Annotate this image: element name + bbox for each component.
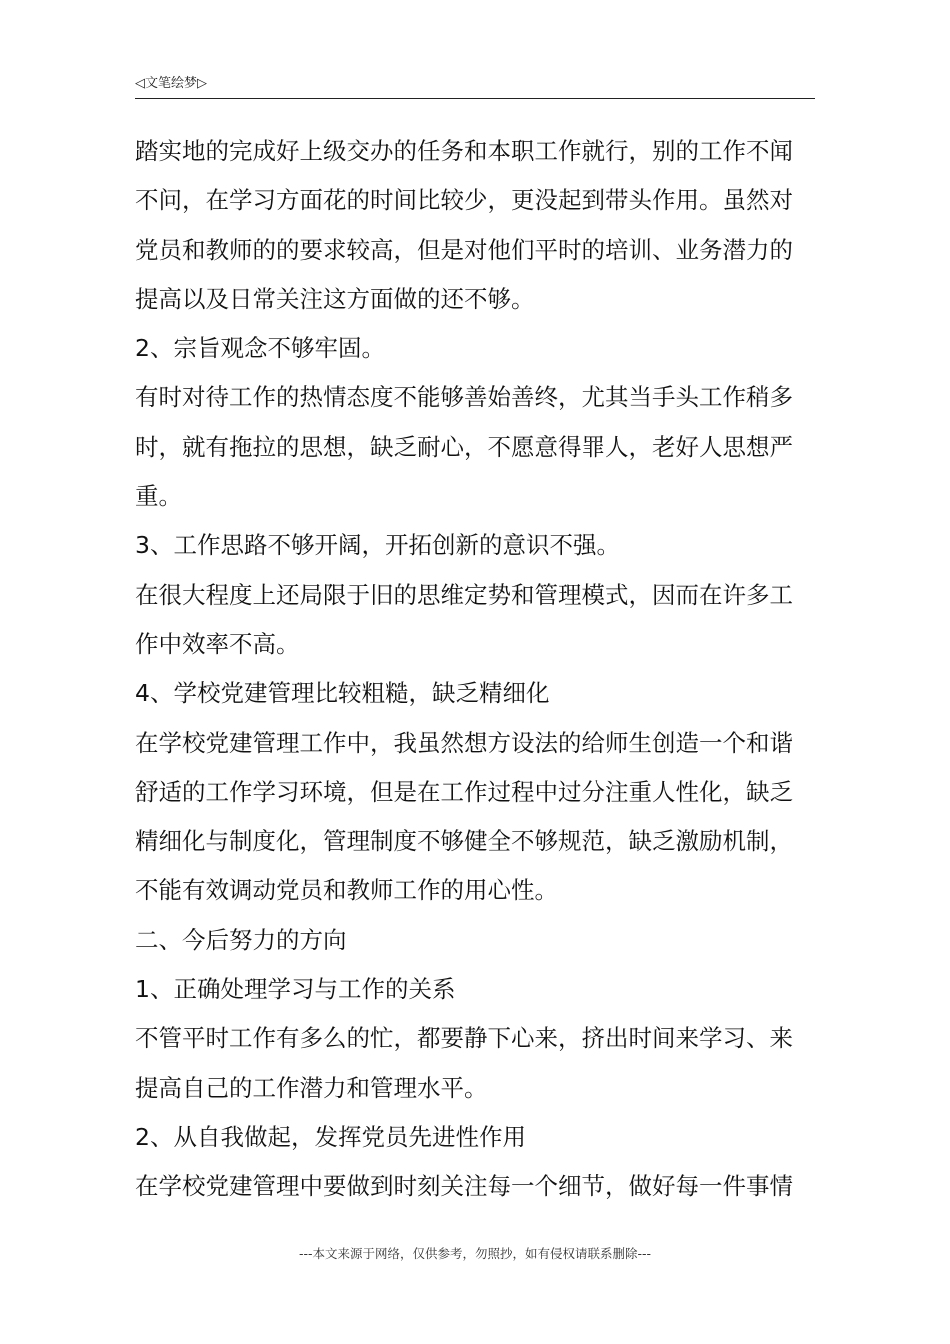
body-line: 重。 (135, 482, 182, 511)
body-line: 不管平时工作有多么的忙，都要静下心来，挤出时间来学习、来 (135, 1024, 793, 1053)
body-line: 不问，在学习方面花的时间比较少，更没起到带头作用。虽然对 (135, 186, 793, 215)
body-line: 踏实地的完成好上级交办的任务和本职工作就行，别的工作不闻 (135, 137, 793, 165)
page-header (135, 74, 815, 99)
body-line: 舒适的工作学习环境，但是在工作过程中过分注重人性化，缺乏 (135, 777, 793, 806)
body-line: 在很大程度上还局限于旧的思维定势和管理模式，因而在许多工 (135, 580, 793, 609)
section-heading: 3、工作思路不够开阔，开拓创新的意识不强。 (135, 531, 620, 560)
body-line: 在学校党建管理中要做到时刻关注每一个细节，做好每一件事情 (135, 1172, 793, 1201)
section-heading: 2、从自我做起，发挥党员先进性作用 (135, 1122, 526, 1151)
body-line: 提高自己的工作潜力和管理水平。 (135, 1073, 488, 1102)
section-heading: 2、宗旨观念不够牢固。 (135, 334, 385, 363)
body-line: 提高以及日常关注这方面做的还不够。 (135, 284, 535, 313)
page-footer: ---本文来源于网络，仅供参考，勿照抄，如有侵权请联系删除--- (298, 1246, 652, 1261)
body-line: 时，就有拖拉的思想，缺乏耐心，不愿意得罪人，老好人思想严 (135, 432, 793, 461)
body-line: 不能有效调动党员和教师工作的用心性。 (135, 876, 558, 905)
section-heading: 4、学校党建管理比较粗糙，缺乏精细化 (135, 679, 550, 708)
document-body (135, 127, 815, 1212)
section-heading: 1、正确处理学习与工作的关系 (135, 975, 456, 1004)
body-line: 在学校党建管理工作中，我虽然想方设法的给师生创造一个和谐 (135, 728, 793, 757)
body-line: 精细化与制度化，管理制度不够健全不够规范，缺乏激励机制， (135, 827, 793, 856)
body-line: 作中效率不高。 (135, 629, 300, 658)
body-line: 党员和教师的的要求较高，但是对他们平时的培训、业务潜力的 (135, 235, 793, 264)
section-heading: 二、今后努力的方向 (135, 925, 347, 954)
body-line: 有时对待工作的热情态度不能够善始善终，尤其当手头工作稍多 (135, 383, 793, 412)
header-title: ◁文笔绘梦▷ (135, 76, 207, 91)
